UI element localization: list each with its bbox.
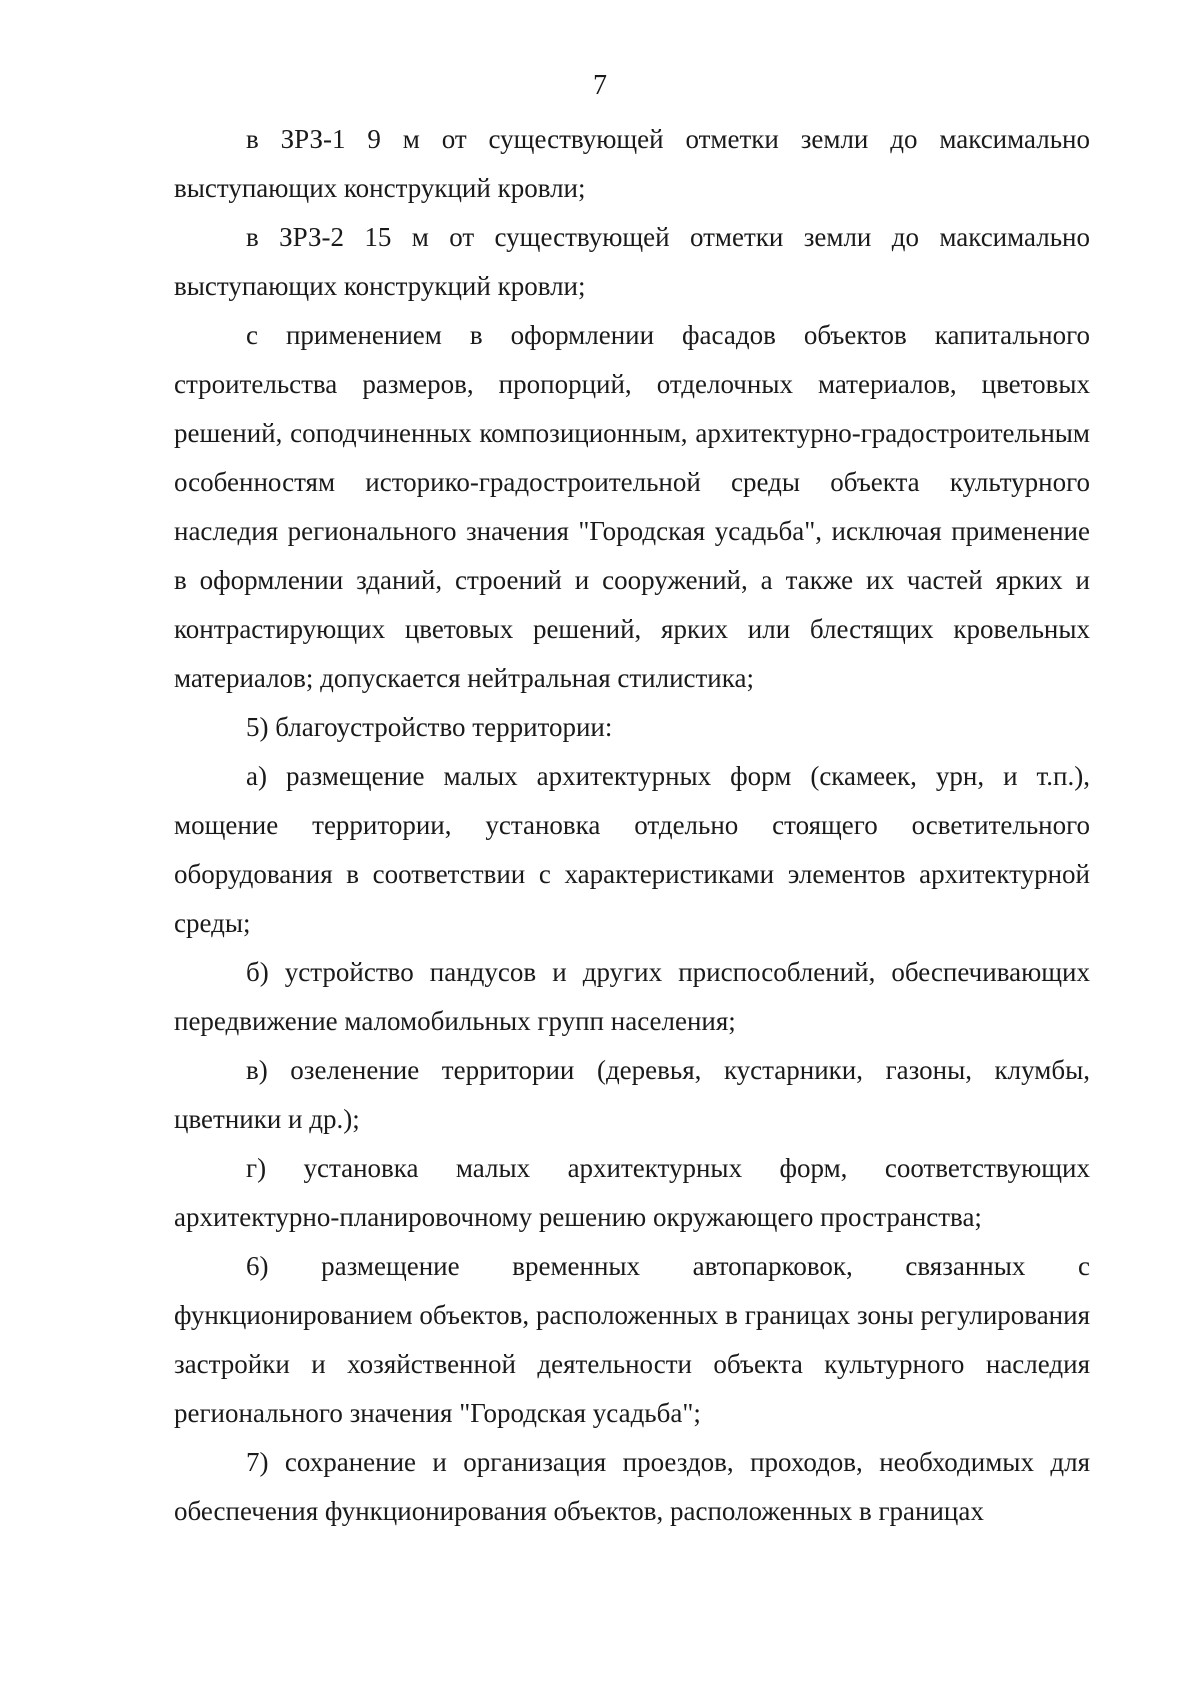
paragraph-item-5a: а) размещение малых архитектурных форм (скамеек, урн, и т.п.), мощение территории, установка отдельно стоящего осветительного оборудования в соответствии с характеристиками элементов архитектурной среды; — [174, 761, 1090, 938]
paragraph-zrz2-height: в ЗРЗ-2 15 м от существующей отметки земли до максимально выступающих конструкций кровли; — [174, 222, 1090, 301]
paragraph-item-5v: в) озеленение территории (деревья, кустарники, газоны, клумбы, цветники и др.); — [174, 1055, 1090, 1134]
paragraph-item-5b: б) устройство пандусов и других приспособлений, обеспечивающих передвижение маломобильных групп населения; — [174, 957, 1090, 1036]
page-number: 7 — [593, 70, 607, 101]
paragraph-item-7-driveways: 7) сохранение и организация проездов, проходов, необходимых для обеспечения функционирования объектов, расположенных в границах — [174, 1447, 1090, 1526]
paragraph-item-6-parking: 6) размещение временных автопарковок, связанных с функционированием объектов, расположенных в границах зоны регулирования застройки и хозяйственной деятельности объекта культурного наследия регионального значения "Городская усадьба"; — [174, 1251, 1090, 1428]
document-body — [174, 115, 1090, 1536]
paragraph-zrz1-height: в ЗРЗ-1 9 м от существующей отметки земли до максимально выступающих конструкций кровли; — [174, 124, 1090, 203]
paragraph-item-5g: г) установка малых архитектурных форм, соответствующих архитектурно-планировочному решению окружающего пространства; — [174, 1153, 1090, 1232]
paragraph-facade-requirements: с применением в оформлении фасадов объектов капитального строительства размеров, пропорций, отделочных материалов, цветовых решений, соподчиненных композиционным, архитектурно-градостроительным особенностям историко-градостроительной среды объекта культурного наследия регионального значения "Городская усадьба", исключая применение в оформлении зданий, строений и сооружений, а также их частей ярких и контрастирующих цветовых решений, ярких или блестящих кровельных материалов; допускается нейтральная стилистика; — [174, 320, 1090, 693]
paragraph-item-5-landscaping: 5) благоустройство территории: — [246, 712, 613, 742]
